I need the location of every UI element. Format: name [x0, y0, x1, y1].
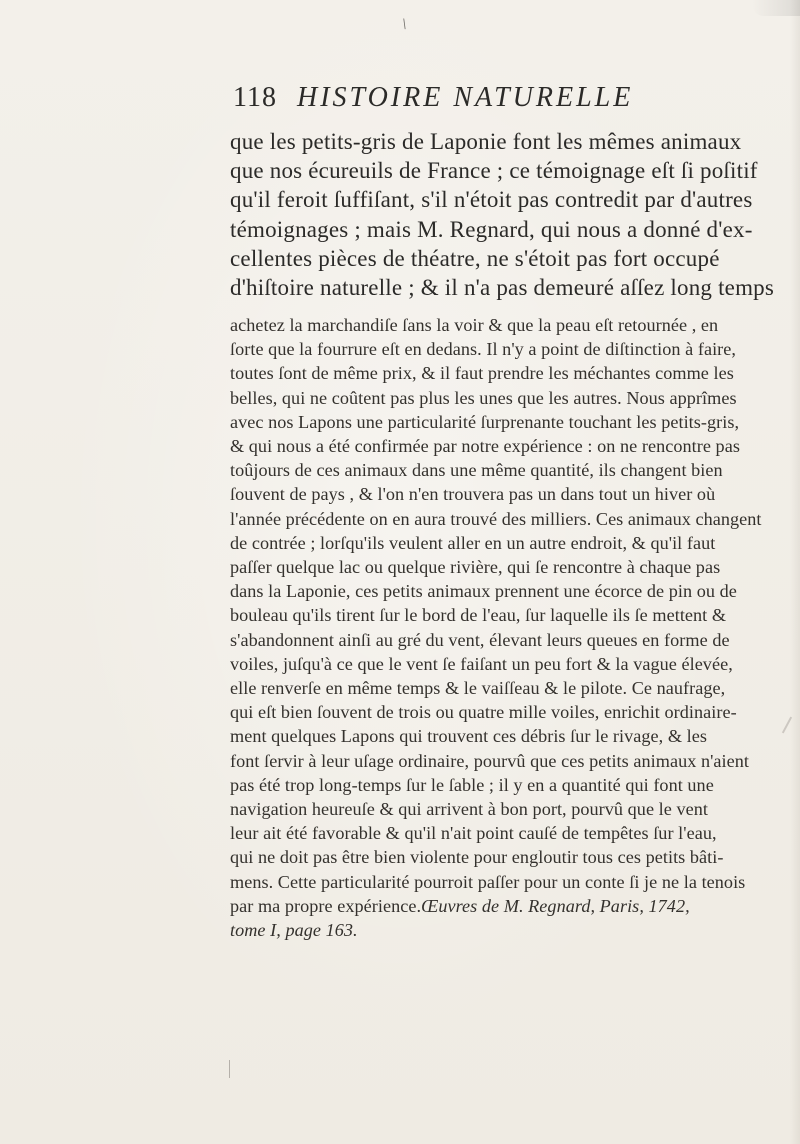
footnote-line: achetez la marchandiſe ſans la voir & que la peau eſt retournée , en: [230, 315, 719, 335]
footnote-line: & qui nous a été confirmée par notre expérience : on ne rencontre pas: [230, 436, 740, 457]
page-number: 118: [233, 82, 277, 113]
footnote-line: belles, qui ne coûtent pas plus les unes que les autres. Nous apprîmes: [230, 387, 737, 408]
footnote-line: leur ait été favorable & qu'il n'ait point cauſé de tempêtes ſur l'eau,: [230, 823, 717, 844]
footnote-line: s'abandonnent ainſi au gré du vent, élevant leurs queues en forme de: [230, 629, 730, 650]
main-text-line: que les petits-gris de Laponie font les mêmes animaux: [230, 129, 742, 154]
footnote-line: mens. Cette particularité pourroit paſſer pour un conte ſi je ne la tenois: [230, 871, 746, 892]
footnote-line: de contrée ; lorſqu'ils veulent aller en un autre endroit, & qu'il faut: [230, 532, 716, 553]
main-text-line: d'hiſtoire naturelle ; & il n'a pas demeuré aſſez long temps: [230, 275, 775, 301]
footnote-line: ment quelques Lapons qui trouvent ces débris ſur le rivage, & les: [230, 726, 708, 747]
footnote-line: navigation heureuſe & qui arrivent à bon port, pourvû que le vent: [230, 799, 709, 820]
main-text-line: qu'il feroit ſuffiſant, s'il n'étoit pas contredit par d'autres: [230, 187, 753, 213]
footnote-line: toutes ſont de même prix, & il faut prendre les méchantes comme les: [230, 363, 734, 384]
left-margin-mark: [229, 1060, 230, 1078]
footnote-text: par ma propre expérience.: [230, 895, 422, 916]
footnote-line: toûjours de ces animaux dans une même quantité, ils changent bien: [230, 460, 723, 481]
footnote-line: font ſervir à leur uſage ordinaire, pourvû que ces petits animaux n'aient: [230, 750, 750, 771]
footnote-line: l'année précédente on en aura trouvé des milliers. Ces animaux changent: [230, 508, 762, 529]
top-mark: \: [400, 16, 409, 33]
footnote-line: qui ne doit pas être bien violente pour engloutir tous ces petits bâti-: [230, 847, 724, 868]
footnote-citation-page: tome I, page 163.: [230, 920, 358, 941]
footnote-line: voiles, juſqu'à ce que le vent ſe faiſant un peu fort & la vague élevée,: [230, 653, 733, 674]
footnote-line: paſſer quelque lac ou quelque rivière, qui ſe rencontre à chaque pas: [230, 557, 721, 578]
main-text-line: que nos écureuils de France ; ce témoignage eſt ſi poſitif: [230, 158, 758, 184]
page-header: [233, 84, 673, 124]
footnote-line: [230, 894, 790, 918]
footnote-line: elle renverſe en même temps & le vaiſſeau & le pilote. Ce naufrage,: [230, 678, 726, 699]
footnote-line: ſouvent de pays , & l'on n'en trouvera pas un dans tout un hiver où: [230, 484, 716, 505]
running-head: HISTOIRE NATURELLE: [296, 82, 634, 113]
footnote-block: [230, 313, 790, 942]
footnote-line: pas été trop long-temps ſur le ſable ; il y en a quantité qui font une: [230, 774, 714, 795]
footnote-line: qui eſt bien ſouvent de trois ou quatre mille voiles, enrichit ordinaire-: [230, 702, 737, 723]
main-text-block: [230, 127, 795, 302]
footnote-line: dans la Laponie, ces petits animaux prennent une écorce de pin ou de: [230, 581, 737, 602]
footnote-line: ſorte que la fourrure eſt en dedans. Il n'y a point de diſtinction à faire,: [230, 339, 736, 360]
footnote-line: bouleau qu'ils tirent ſur le bord de l'eau, ſur laquelle ils ſe mettent &: [230, 605, 727, 626]
footnote-citation: Œuvres de M. Regnard, Paris, 1742,: [421, 895, 690, 916]
main-text-line: témoignages ; mais M. Regnard, qui nous a donné d'ex-: [230, 216, 753, 242]
main-text-line: cellentes pièces de théatre, ne s'étoit pas fort occupé: [230, 245, 720, 271]
footnote-line: avec nos Lapons une particularité ſurprenante touchant les petits-gris,: [230, 411, 740, 432]
